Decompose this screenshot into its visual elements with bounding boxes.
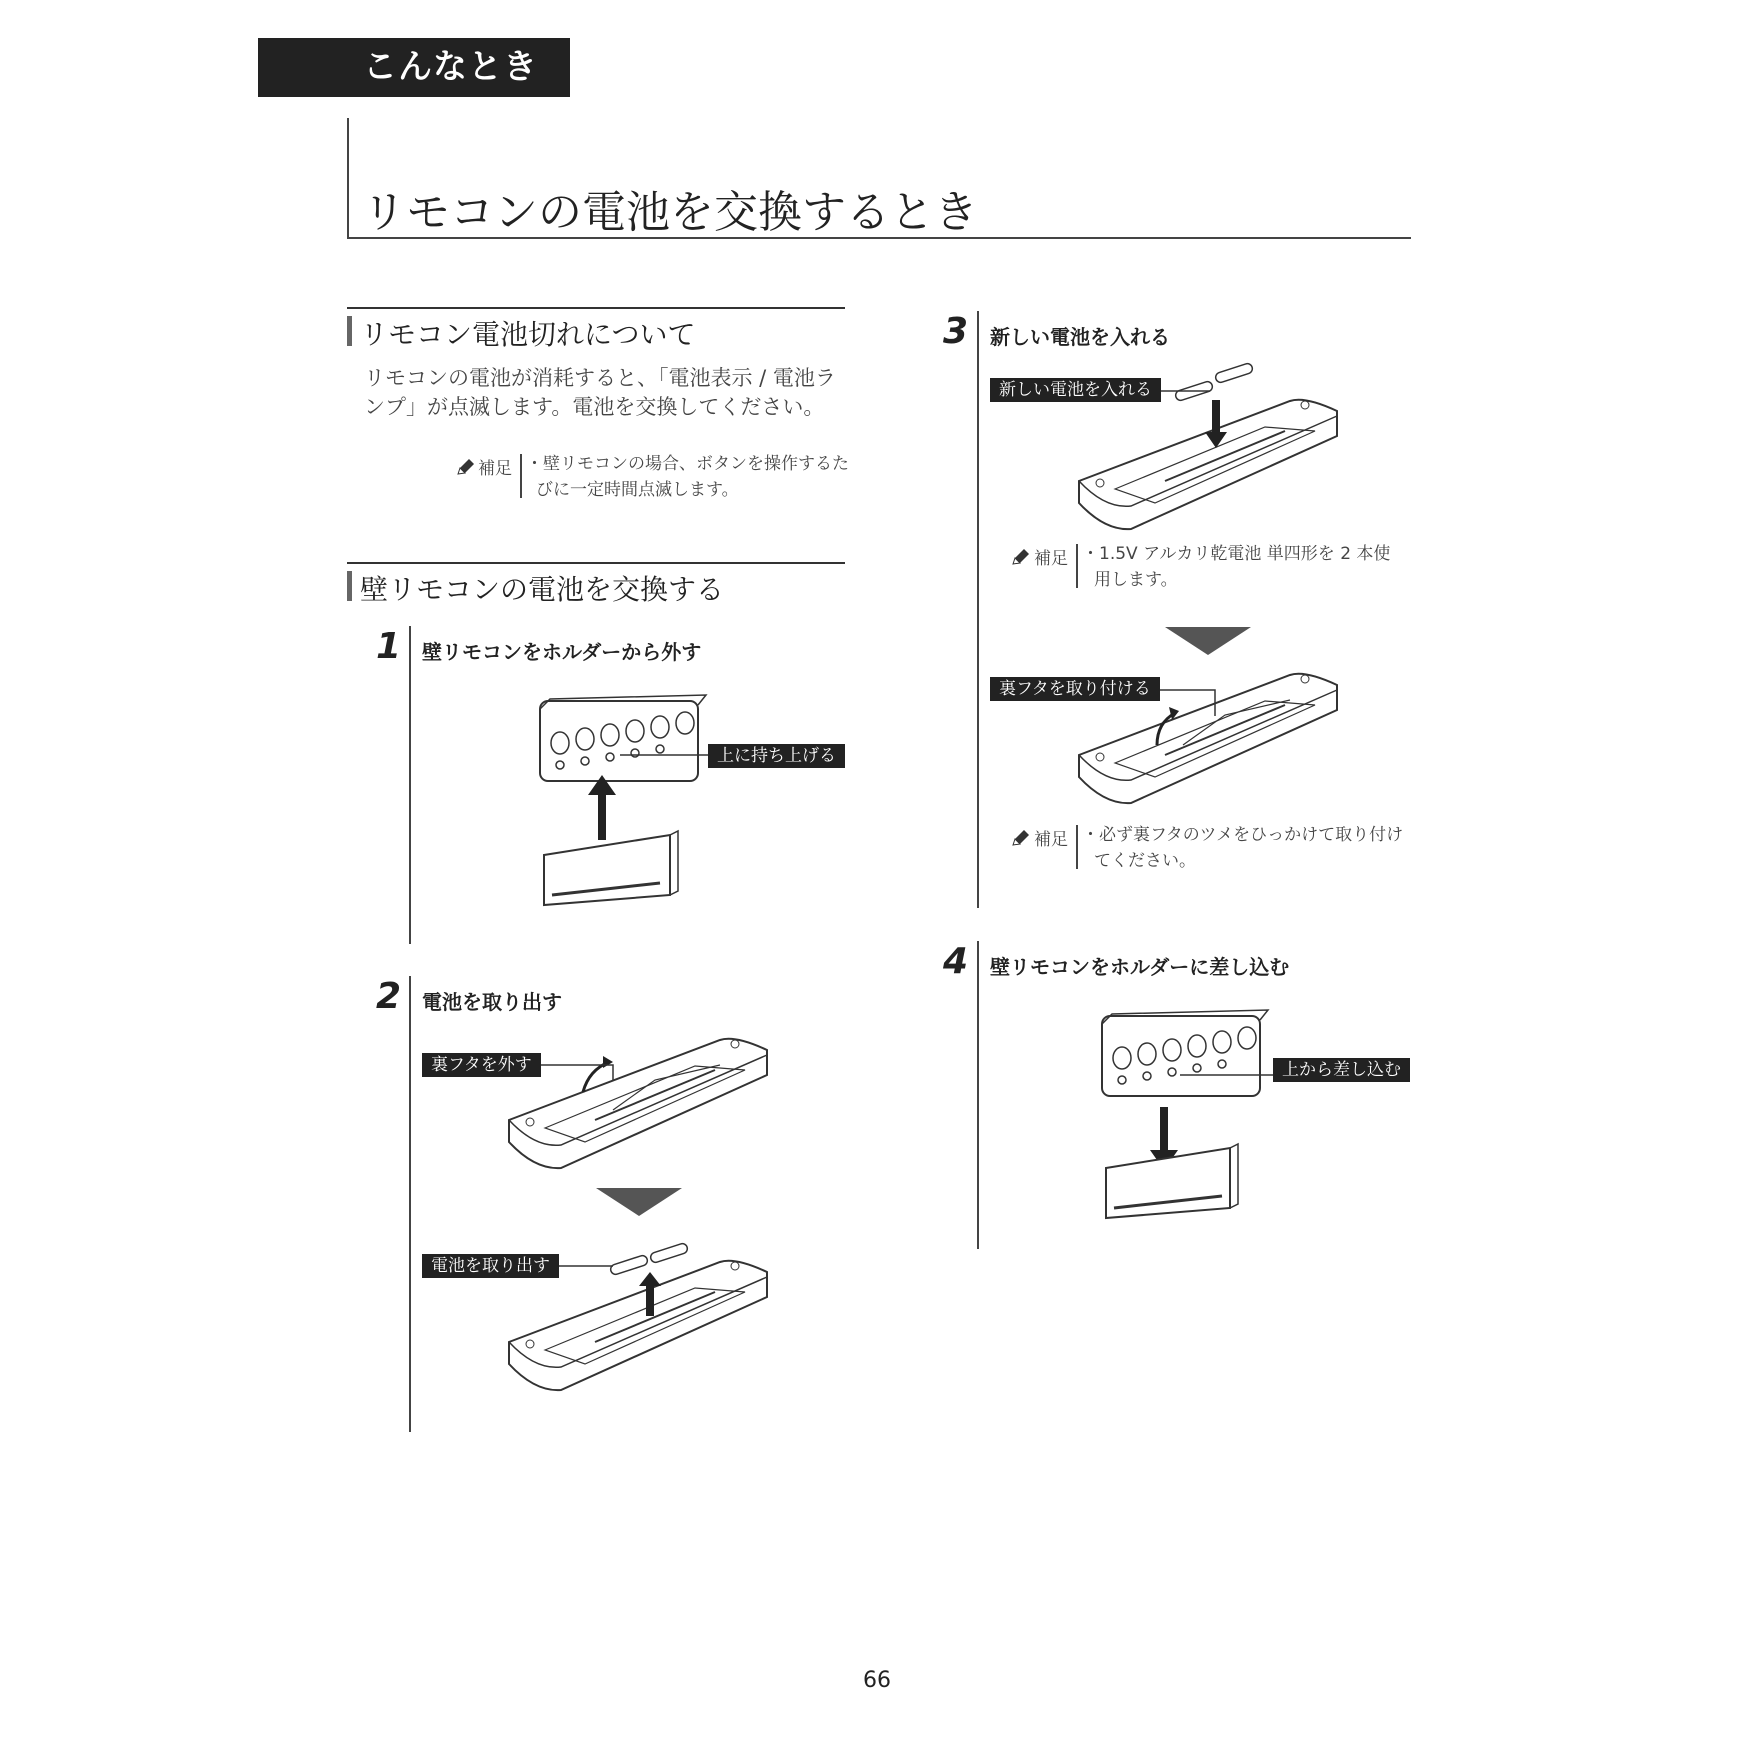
section-rule bbox=[347, 307, 845, 309]
callout-line bbox=[1180, 1065, 1275, 1077]
down-chevron-icon bbox=[1165, 627, 1251, 657]
callout-line bbox=[1155, 389, 1215, 399]
step-title: 電池を取り出す bbox=[422, 990, 562, 1014]
step-number: 4 bbox=[943, 941, 969, 982]
step-title: 新しい電池を入れる bbox=[990, 325, 1170, 349]
section-body-line: ンプ」が点滅します。電池を交換してください。 bbox=[364, 395, 825, 419]
step-number: 1 bbox=[376, 626, 402, 667]
page-title: リモコンの電池を交換するとき bbox=[362, 187, 978, 238]
note-text: ・1.5V アルカリ乾電池 単四形を 2 本使 bbox=[1082, 544, 1391, 564]
remote-insert-illustration bbox=[1094, 1010, 1274, 1230]
note-text: てください。 bbox=[1094, 851, 1196, 871]
section-title: 壁リモコンの電池を交換する bbox=[360, 573, 725, 606]
step-rule bbox=[409, 626, 411, 944]
note-text: ・壁リモコンの場合、ボタンを操作するた bbox=[526, 454, 849, 474]
step-rule bbox=[977, 941, 979, 1249]
callout-line bbox=[1150, 688, 1220, 718]
note-label: 補足 bbox=[1034, 549, 1068, 569]
callout-line bbox=[620, 745, 710, 757]
step-number: 2 bbox=[376, 976, 402, 1017]
callout-label: 上から差し込む bbox=[1273, 1058, 1410, 1082]
callout-line bbox=[538, 1063, 618, 1083]
down-chevron-icon bbox=[596, 1188, 682, 1218]
section-title: リモコン電池切れについて bbox=[360, 318, 696, 351]
callout-label: 電池を取り出す bbox=[422, 1254, 559, 1278]
note-bar bbox=[1076, 825, 1078, 869]
page-number: 66 bbox=[863, 1668, 891, 1693]
section-body-line: リモコンの電池が消耗すると、「電池表示 / 電池ラ bbox=[364, 366, 836, 390]
step-title: 壁リモコンをホルダーから外す bbox=[422, 640, 702, 664]
step-rule bbox=[977, 311, 979, 908]
callout-label: 裏フタを取り付ける bbox=[990, 677, 1160, 701]
pencil-icon bbox=[455, 456, 477, 478]
remote-lift-illustration bbox=[530, 695, 710, 915]
callout-label: 新しい電池を入れる bbox=[990, 378, 1161, 402]
note-text: ・必ず裏フタのツメをひっかけて取り付け bbox=[1082, 825, 1404, 845]
section-marker bbox=[347, 316, 352, 346]
note-label: 補足 bbox=[1034, 830, 1068, 850]
callout-label: 裏フタを外す bbox=[422, 1053, 541, 1077]
pencil-icon bbox=[1010, 546, 1032, 568]
step-title: 壁リモコンをホルダーに差し込む bbox=[990, 955, 1290, 979]
note-label: 補足 bbox=[478, 459, 512, 479]
note-text: びに一定時間点滅します。 bbox=[536, 480, 739, 500]
remote-back-cover-illustration bbox=[505, 1030, 775, 1175]
step-rule bbox=[409, 976, 411, 1432]
note-text: 用します。 bbox=[1094, 570, 1178, 590]
step-number: 3 bbox=[943, 311, 969, 352]
pencil-icon bbox=[1010, 827, 1032, 849]
note-bar bbox=[1076, 544, 1078, 588]
callout-label: 上に持ち上げる bbox=[708, 744, 845, 768]
header-tab: こんなときは bbox=[258, 38, 570, 97]
section-rule bbox=[347, 562, 845, 564]
title-rule-vertical bbox=[347, 118, 349, 239]
section-marker bbox=[347, 571, 352, 601]
note-bar bbox=[520, 454, 522, 498]
